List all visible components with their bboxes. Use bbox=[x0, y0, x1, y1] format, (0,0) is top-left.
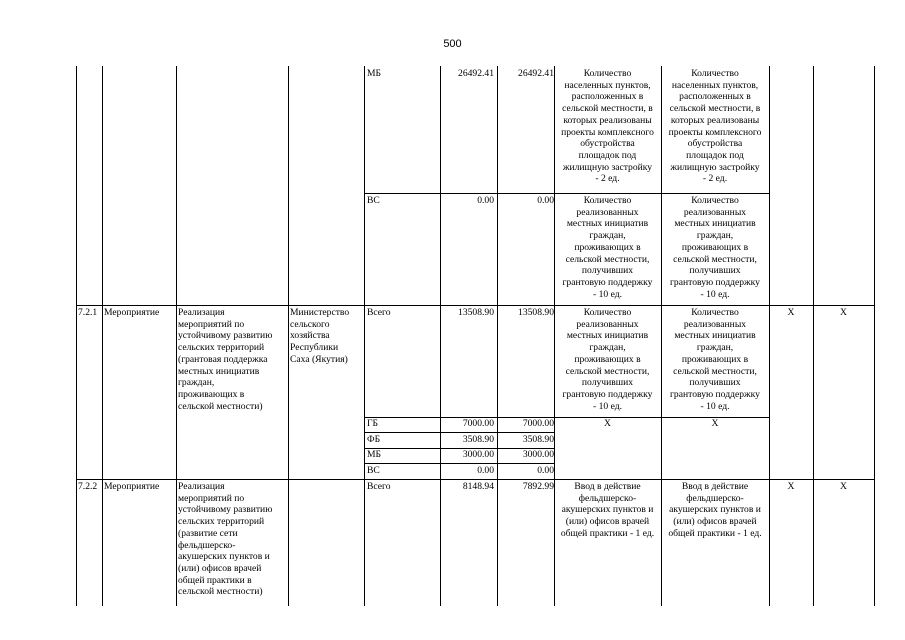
text-line: общей практики - 1 ед. bbox=[668, 527, 762, 539]
text-line: реализованных bbox=[683, 206, 747, 218]
amount-actual: 0.00 bbox=[537, 195, 554, 206]
text-line: фельдшерско- bbox=[178, 539, 236, 551]
text-line: хозяйства bbox=[290, 330, 330, 342]
text-line: населенных пунктов, bbox=[564, 79, 651, 91]
text-line: - 2 ед. bbox=[702, 173, 728, 185]
text-line: устойчивому развитию bbox=[178, 504, 273, 516]
page-number: 500 bbox=[443, 38, 462, 50]
amount-planned: 26492.41 bbox=[458, 68, 494, 79]
text-line: реализованных bbox=[576, 318, 639, 330]
text-line: обустройства bbox=[687, 138, 743, 150]
text-line: сельской местности) bbox=[178, 586, 263, 598]
table-border bbox=[288, 66, 289, 606]
executor bbox=[290, 307, 349, 366]
text-line: местных инициатив bbox=[566, 330, 649, 342]
table-border bbox=[497, 66, 498, 606]
row-type: Мероприятие bbox=[104, 307, 160, 318]
text-line: мероприятий по bbox=[178, 318, 245, 330]
text-line: граждан, bbox=[589, 342, 626, 354]
text-line: жилищную застройку bbox=[562, 161, 653, 173]
amount-actual: 26492.41 bbox=[518, 68, 554, 79]
text-line: проекты комплексного bbox=[561, 126, 654, 138]
text-line: грантовую поддержку bbox=[562, 388, 653, 400]
text-line: расположенных в bbox=[679, 91, 751, 103]
row-type: Мероприятие bbox=[104, 481, 160, 492]
text-line: Республики bbox=[290, 342, 339, 354]
text-line: получивших bbox=[581, 265, 634, 277]
table-border bbox=[440, 66, 441, 606]
table-border bbox=[176, 66, 177, 606]
table-border bbox=[813, 66, 814, 606]
indicator-actual bbox=[661, 307, 769, 412]
text-line: жилищную застройку bbox=[670, 161, 760, 173]
text-line: мероприятий по bbox=[178, 492, 245, 504]
amount-actual: 7892.99 bbox=[522, 481, 554, 492]
x-mark: X bbox=[787, 481, 795, 492]
source-label: ВС bbox=[367, 195, 380, 206]
table-border bbox=[76, 479, 874, 480]
text-line: (или) офисов врачей bbox=[673, 516, 757, 528]
text-line: Ввод в действие bbox=[574, 481, 641, 492]
text-line: местных инициатив bbox=[566, 218, 649, 230]
table-border bbox=[76, 305, 874, 306]
text-line: площадок под bbox=[686, 149, 744, 161]
text-line: грантовую поддержку bbox=[670, 388, 760, 400]
text-line: сельских территорий bbox=[178, 342, 265, 354]
text-line: местных инициатив bbox=[674, 218, 756, 230]
text-line: - 10 ед. bbox=[593, 400, 622, 412]
text-line: сельской местности, в bbox=[669, 103, 761, 115]
text-line: расположенных в bbox=[571, 91, 644, 103]
text-line: проживающих в bbox=[178, 388, 245, 400]
x-mark: X bbox=[787, 307, 795, 318]
source-label: МБ bbox=[367, 68, 382, 79]
text-line: Реализация bbox=[178, 307, 225, 318]
text-line: граждан, bbox=[696, 230, 734, 242]
text-line: (грантовая поддержка bbox=[178, 353, 268, 365]
text-line: акушерских пунктов и bbox=[561, 504, 654, 516]
text-line: проживающих в bbox=[681, 353, 749, 365]
amount-planned: 8148.94 bbox=[462, 481, 494, 492]
text-line: проживающих в bbox=[681, 241, 749, 253]
text-line: Министерство bbox=[290, 307, 350, 318]
text-line: грантовую поддержку bbox=[670, 276, 760, 288]
text-line: площадок под bbox=[578, 149, 637, 161]
text-line: получивших bbox=[689, 265, 741, 277]
source-label: Всего bbox=[367, 481, 391, 492]
text-line: проекты комплексного bbox=[668, 126, 762, 138]
indicator-planned bbox=[554, 307, 661, 412]
text-line: сельской местности, bbox=[673, 365, 757, 377]
source-label: ГБ bbox=[367, 418, 379, 429]
text-line: Количество bbox=[583, 68, 632, 79]
text-line: общей практики - 1 ед. bbox=[560, 527, 655, 539]
text-line: получивших bbox=[581, 377, 634, 389]
amount-planned: 13508.90 bbox=[458, 307, 494, 318]
text-line: Количество bbox=[583, 195, 632, 206]
text-line: реализованных bbox=[683, 318, 747, 330]
text-line: проживающих в bbox=[574, 353, 641, 365]
text-line: сельской местности, bbox=[565, 253, 650, 265]
source-label: МБ bbox=[367, 449, 382, 460]
indicator-actual bbox=[661, 195, 769, 300]
amount-planned: 0.00 bbox=[477, 465, 494, 476]
indicator-actual bbox=[661, 481, 769, 540]
indicator-actual bbox=[661, 68, 769, 185]
amount-planned: 3000.00 bbox=[462, 449, 494, 460]
text-line: местных инициатив bbox=[674, 330, 756, 342]
text-line: Количество bbox=[691, 195, 739, 206]
text-line: акушерских пунктов и bbox=[178, 551, 270, 563]
text-line: общей практики в bbox=[178, 574, 252, 586]
text-line: устойчивому развитию bbox=[178, 330, 273, 342]
text-line: сельской местности, bbox=[565, 365, 650, 377]
text-line: - 2 ед. bbox=[595, 173, 620, 185]
amount-actual: 7000.00 bbox=[522, 418, 554, 429]
text-line: сельской местности, в bbox=[562, 103, 653, 115]
text-line: сельской местности, bbox=[673, 253, 757, 265]
text-line: реализованных bbox=[576, 206, 639, 218]
text-line: получивших bbox=[689, 377, 741, 389]
text-line: Количество bbox=[691, 68, 739, 79]
text-line: которых реализованы bbox=[563, 114, 652, 126]
text-line: местных инициатив bbox=[178, 365, 260, 377]
text-line: - 10 ед. bbox=[700, 288, 730, 300]
text-line: акушерских пунктов и bbox=[669, 504, 761, 516]
x-mark: X bbox=[840, 481, 847, 492]
text-line: Реализация bbox=[178, 481, 225, 492]
x-mark: X bbox=[604, 418, 611, 429]
text-line: фельдшерско- bbox=[686, 492, 744, 504]
text-line: грантовую поддержку bbox=[562, 276, 653, 288]
text-line: Саха (Якутия) bbox=[290, 353, 348, 365]
text-line: Количество bbox=[691, 307, 739, 318]
activity-name bbox=[178, 307, 272, 412]
amount-actual: 3508.90 bbox=[522, 434, 554, 445]
text-line: - 10 ед. bbox=[700, 400, 730, 412]
source-label: ФБ bbox=[367, 434, 381, 445]
row-number: 7.2.2 bbox=[78, 481, 98, 492]
text-line: населенных пунктов, bbox=[671, 79, 759, 91]
table-border bbox=[76, 66, 77, 606]
indicator-planned bbox=[554, 68, 661, 185]
text-line: граждан, bbox=[589, 230, 626, 242]
amount-actual: 0.00 bbox=[537, 465, 554, 476]
text-line: фельдшерско- bbox=[578, 492, 637, 504]
text-line: обустройства bbox=[580, 138, 635, 150]
text-line: - 10 ед. bbox=[593, 288, 622, 300]
table-border bbox=[364, 193, 770, 194]
text-line: (развитие сети bbox=[178, 527, 238, 539]
text-line: сельского bbox=[290, 318, 330, 330]
amount-planned: 7000.00 bbox=[462, 418, 494, 429]
amount-actual: 3000.00 bbox=[522, 449, 554, 460]
text-line: сельской местности) bbox=[178, 400, 263, 412]
text-line: граждан, bbox=[696, 342, 734, 354]
source-label: Всего bbox=[367, 307, 391, 318]
table-border bbox=[364, 66, 365, 606]
text-line: которых реализованы bbox=[670, 114, 760, 126]
activity-name bbox=[178, 481, 272, 598]
table-border bbox=[769, 66, 770, 606]
text-line: сельских территорий bbox=[178, 516, 265, 528]
table-border bbox=[874, 66, 875, 606]
text-line: (или) офисов врачей bbox=[178, 562, 262, 574]
indicator-planned bbox=[554, 481, 661, 540]
amount-actual: 13508.90 bbox=[518, 307, 554, 318]
text-line: (или) офисов врачей bbox=[565, 516, 650, 528]
table-border bbox=[102, 66, 103, 606]
amount-planned: 3508.90 bbox=[462, 434, 494, 445]
text-line: Ввод в действие bbox=[681, 481, 749, 492]
text-line: граждан, bbox=[178, 377, 215, 389]
text-line: проживающих в bbox=[574, 241, 641, 253]
row-number: 7.2.1 bbox=[78, 307, 98, 318]
table-border bbox=[364, 463, 554, 464]
x-mark: X bbox=[711, 418, 719, 429]
table-border bbox=[364, 432, 554, 433]
x-mark: X bbox=[840, 307, 847, 318]
source-label: ВС bbox=[367, 465, 380, 476]
indicator-planned bbox=[554, 195, 661, 300]
amount-planned: 0.00 bbox=[477, 195, 494, 206]
text-line: Количество bbox=[583, 307, 632, 318]
